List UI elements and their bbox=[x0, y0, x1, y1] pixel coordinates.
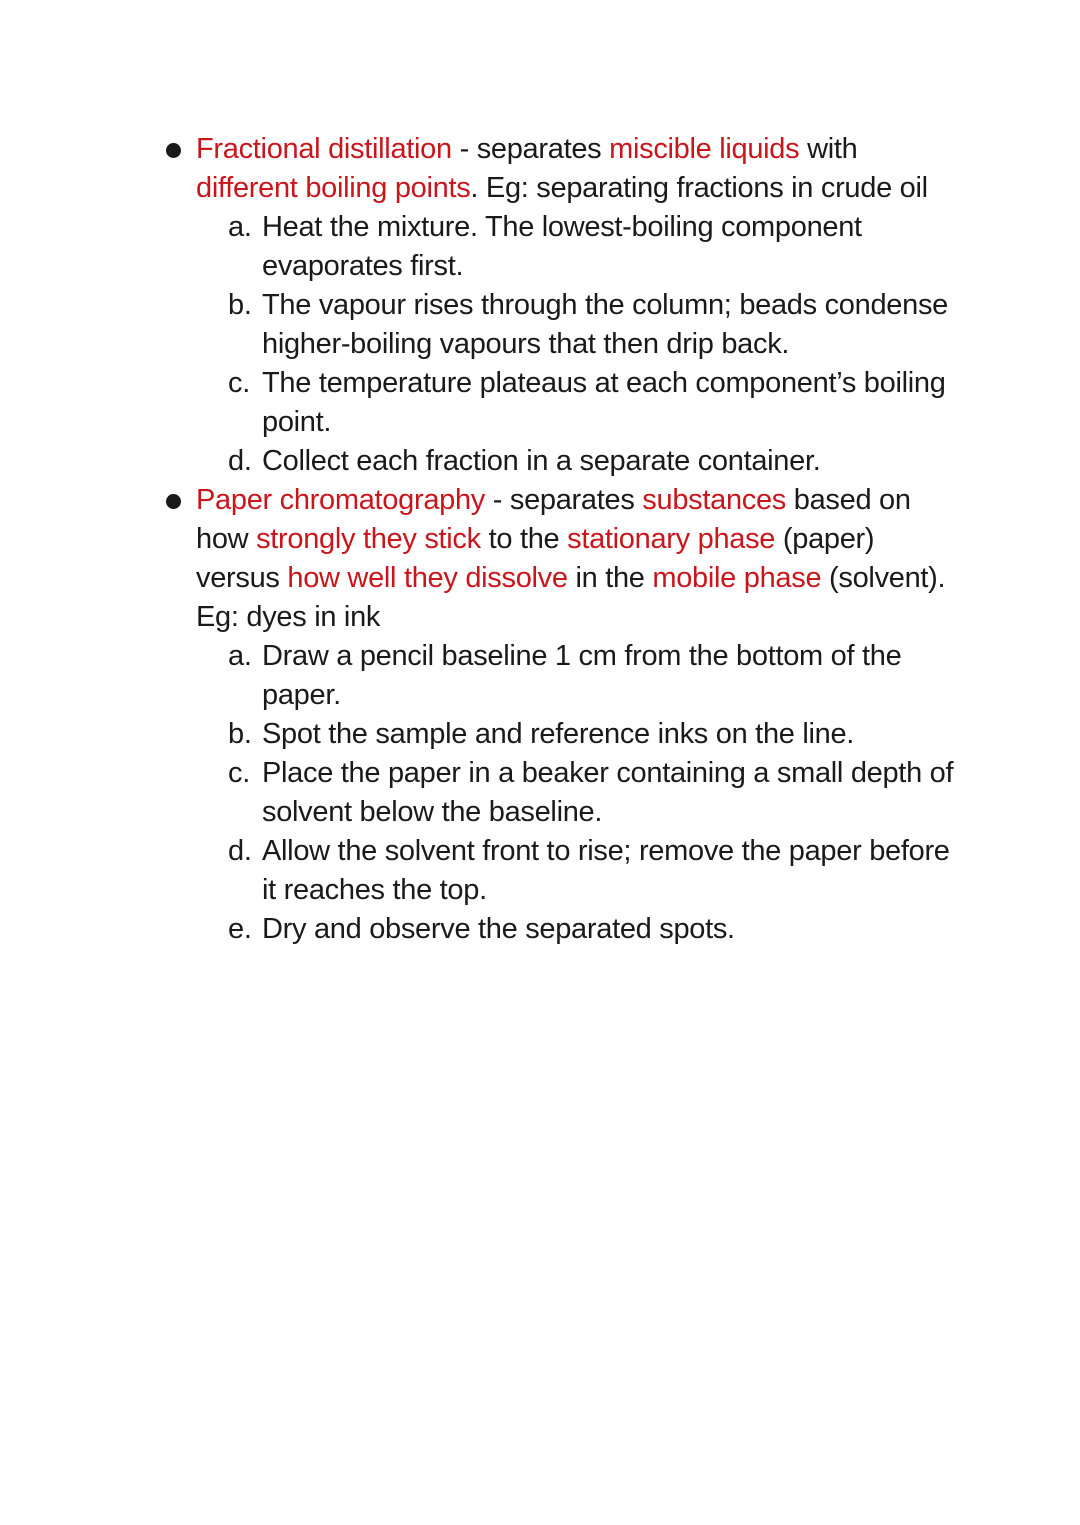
step-text: Heat the mixture. The lowest-boiling component evaporates first. bbox=[262, 211, 862, 282]
step-marker: a. bbox=[228, 211, 252, 243]
step-list bbox=[228, 637, 956, 949]
heading-text: (solvent). Eg: dyes in ink bbox=[196, 562, 946, 633]
step-marker: b. bbox=[228, 718, 252, 750]
step-marker: a. bbox=[228, 640, 252, 672]
list-item bbox=[228, 208, 956, 286]
list-item bbox=[228, 286, 956, 364]
list-item bbox=[228, 910, 956, 949]
list-item bbox=[228, 715, 956, 754]
step-text: Allow the solvent front to rise; remove the paper before it reaches the top. bbox=[262, 835, 950, 906]
heading-text: in the bbox=[567, 562, 653, 594]
key-term: strongly they stick bbox=[256, 523, 481, 555]
key-term: how well they dissolve bbox=[287, 562, 568, 594]
section-fractional-distillation bbox=[196, 130, 956, 481]
step-text: Spot the sample and reference inks on the line. bbox=[262, 718, 855, 750]
heading-text: . Eg: separating fractions in crude oil bbox=[470, 172, 928, 204]
step-marker: c. bbox=[228, 757, 250, 789]
step-text: Dry and observe the separated spots. bbox=[262, 913, 735, 945]
step-text: The vapour rises through the column; beads condense higher-boiling vapours that then drip back. bbox=[262, 289, 948, 360]
key-term: Paper chromatography bbox=[196, 484, 485, 516]
key-term: stationary phase bbox=[567, 523, 776, 555]
section-heading bbox=[196, 481, 956, 637]
step-marker: d. bbox=[228, 445, 252, 477]
step-text: Draw a pencil baseline 1 cm from the bottom of the paper. bbox=[262, 640, 902, 711]
heading-text: (paper) versus bbox=[196, 523, 875, 594]
step-text: Place the paper in a beaker containing a small depth of solvent below the baseline. bbox=[262, 757, 954, 828]
key-term: Fractional distillation bbox=[196, 133, 452, 165]
section-heading bbox=[196, 130, 956, 208]
step-text: The temperature plateaus at each component’s boiling point. bbox=[262, 367, 946, 438]
key-term: different boiling points bbox=[196, 172, 471, 204]
step-marker: d. bbox=[228, 835, 252, 867]
key-term: miscible liquids bbox=[609, 133, 800, 165]
heading-text: with bbox=[799, 133, 858, 165]
step-marker: b. bbox=[228, 289, 252, 321]
bullet-icon bbox=[166, 494, 181, 509]
list-item bbox=[228, 637, 956, 715]
step-marker: c. bbox=[228, 367, 250, 399]
key-term: substances bbox=[642, 484, 786, 516]
step-list bbox=[228, 208, 956, 481]
step-text: Collect each fraction in a separate container. bbox=[262, 445, 821, 477]
heading-text: - separates bbox=[485, 484, 643, 516]
list-item bbox=[228, 832, 956, 910]
list-item bbox=[228, 364, 956, 442]
heading-text: to the bbox=[480, 523, 568, 555]
list-item bbox=[228, 442, 956, 481]
section-paper-chromatography bbox=[196, 481, 956, 949]
key-term: mobile phase bbox=[652, 562, 822, 594]
heading-text: based on how bbox=[196, 484, 911, 555]
list-item bbox=[228, 754, 956, 832]
bullet-icon bbox=[166, 143, 181, 158]
heading-text: - separates bbox=[451, 133, 610, 165]
step-marker: e. bbox=[228, 913, 252, 945]
